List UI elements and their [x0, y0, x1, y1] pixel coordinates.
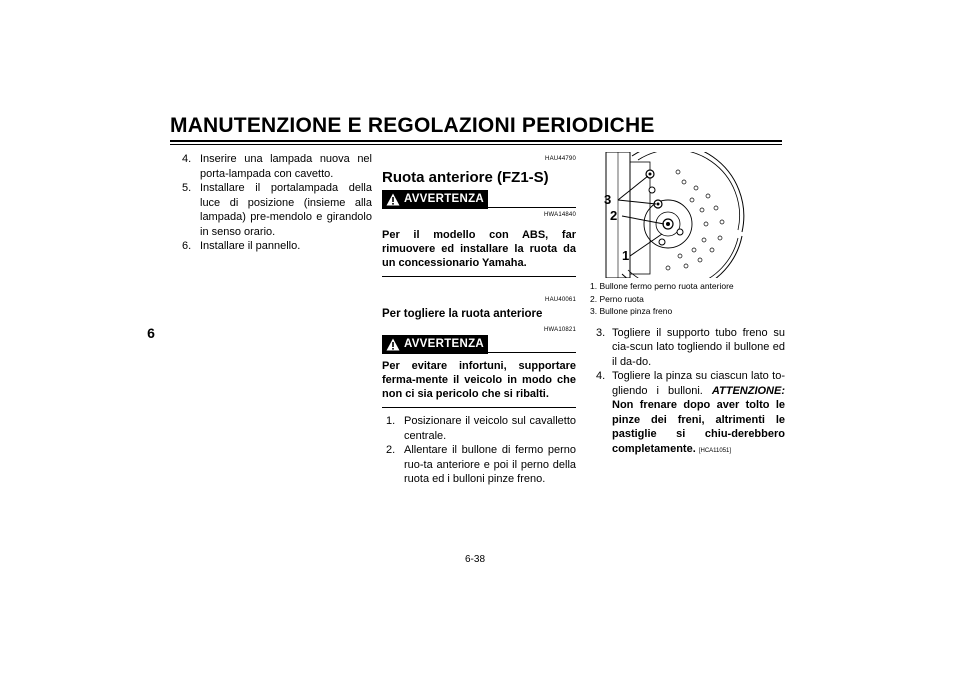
- list-item: [382, 443, 576, 487]
- list-item: [382, 414, 576, 443]
- procedure-list: [382, 414, 576, 487]
- list-item: [182, 152, 372, 181]
- warning-header: [382, 189, 576, 209]
- caution-code: [HCA11051]: [698, 447, 732, 454]
- page-header-title: MANUTENZIONE E REGOLAZIONI PERIODICHE: [170, 114, 655, 137]
- front-wheel-illustration: [592, 152, 748, 280]
- list-number: 3.: [596, 326, 606, 339]
- warning-triangle-icon: [386, 193, 400, 206]
- caption-item: 1. Bullone fermo perno ruota anteriore: [590, 281, 734, 291]
- reference-code: HAU40061: [545, 296, 576, 303]
- column-3: [590, 152, 785, 458]
- wheel-drawing: [592, 152, 748, 278]
- warning-label: AVVERTENZA: [403, 337, 485, 350]
- warning-badge: [382, 335, 488, 354]
- list-text: Togliere il supporto tubo freno su cia-scun lato togliendo il bullone ed il da-do.: [612, 326, 785, 368]
- warning-triangle-icon: [386, 338, 400, 351]
- warning-end-rule: [382, 276, 576, 277]
- header-rule-thin: [170, 144, 782, 145]
- list-number: 4.: [182, 153, 192, 165]
- list-item: [182, 239, 372, 254]
- figure-label: 1: [622, 248, 630, 263]
- figure-label: 3: [604, 192, 612, 207]
- list-number: 4.: [596, 370, 606, 382]
- list-item: [590, 369, 785, 458]
- figure-captions: [590, 280, 785, 318]
- warning-rule: [488, 352, 576, 353]
- list-text: Installare il portalampada della luce di posizione (insieme alla lampada) pre-mendolo e girandolo in senso orario.: [200, 182, 372, 238]
- caption-item: 2. Perno ruota: [590, 293, 644, 304]
- warning-text: Per evitare infortuni, supportare ferma-mente il veicolo in modo che non ci sia pericolo che si ribalti.: [382, 360, 576, 400]
- column-1: [182, 152, 372, 254]
- warning-badge: [382, 190, 488, 209]
- list-number: 2.: [386, 444, 396, 456]
- warning-header: [382, 334, 576, 354]
- column-2: [382, 152, 576, 487]
- list-text: Posizionare il veicolo sul cavalletto centrale.: [404, 415, 576, 442]
- chapter-tab: 6: [147, 325, 155, 341]
- reference-code: HWA14840: [543, 212, 576, 218]
- warning-text: Per il modello con ABS, far rimuovere ed installare la ruota da un concessionario Yamaha.: [382, 228, 576, 269]
- list-text: Togliere la pinza su ciascun lato to-gliendo i bulloni.: [612, 370, 785, 397]
- section-title: Ruota anteriore (FZ1-S): [382, 168, 549, 186]
- list-item: [182, 181, 372, 239]
- caption-item: 3. Bullone pinza freno: [590, 306, 673, 316]
- list-number: 5.: [182, 182, 192, 194]
- attention-text: Non frenare dopo aver tolto le pinze dei freni, altrimenti le pastiglie si chiu-derebbero completamente.: [612, 399, 785, 455]
- list-item: [590, 326, 785, 370]
- attention-label: ATTENZIONE:: [711, 384, 785, 397]
- list-text: Installare il pannello.: [200, 240, 301, 252]
- warning-label: AVVERTENZA: [403, 192, 485, 205]
- page-number: 6-38: [465, 554, 486, 565]
- list-number: 1.: [386, 415, 396, 427]
- procedure-list: [590, 326, 785, 459]
- subsection-title: Per togliere la ruota anteriore: [382, 308, 543, 320]
- list-text: Inserire una lampada nuova nel porta-lampada con cavetto.: [200, 153, 372, 180]
- header-rule: [170, 140, 782, 142]
- list-text: Allentare il bullone di fermo perno ruo-ta anteriore e poi il perno della ruota ed i bulloni pinze freno.: [404, 444, 576, 485]
- reference-code: HAU44790: [545, 156, 576, 162]
- list-number: 6.: [182, 240, 192, 252]
- warning-end-rule: [382, 407, 576, 408]
- reference-code: HWA10821: [543, 326, 576, 333]
- figure-label: 2: [610, 208, 618, 223]
